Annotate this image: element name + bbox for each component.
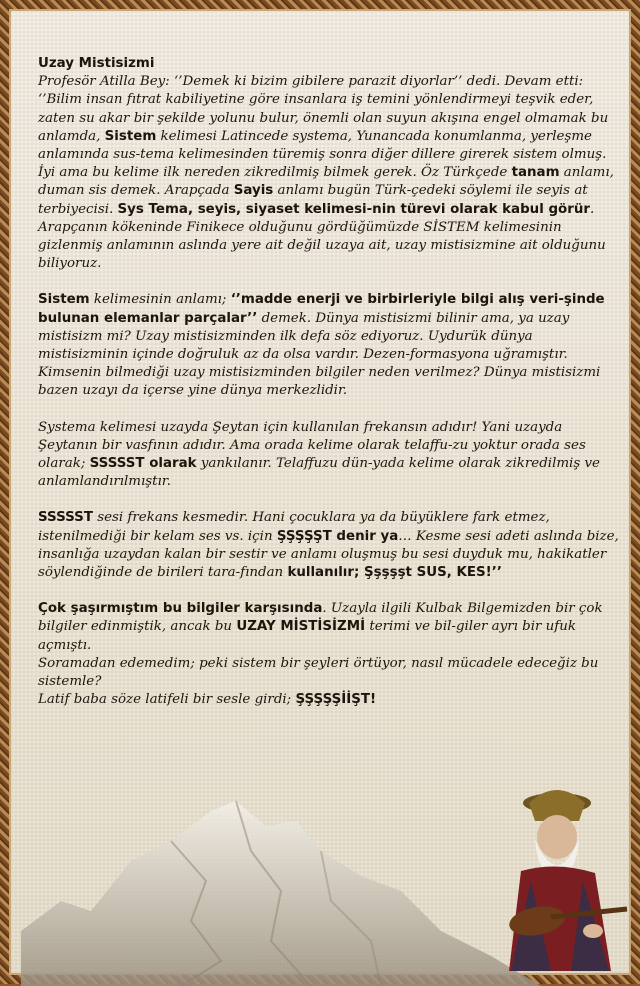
paragraph-4: SSSSST sesi frekans kesmedir. Hani çocuklara ya da büyüklere fark etmez, istenilmediği bir kelam ses vs. için ŞŞŞŞŞT denir ya… Kesme sesi adeti aslında bize, insanlığa uzaydan kalan bir sestir ve anlamı oluşmuş bu sesi duyduk mu, hakikatler söylendiğinde de birileri tara-fından kullanılır; Şşşşşt SUS, KES!’’ [38, 510, 619, 581]
paragraph-3: Systema kelimesi uzayda Şeytan için kullanılan frekansın adıdır! Yani uzayda Şeytanın bir vasfının adıdır. Ama orada kelime olarak telaffu-zu yoktur orada ses olarak; SSSSST olarak yankılanır. Telaffuzu dün-yada kelime olarak zikredilmiş ve anlamlandırılmıştır. [38, 419, 600, 490]
article-body [38, 55, 623, 728]
paragraph-5: Çok şaşırmıştım bu bilgiler karşısında. Uzayla ilgili Kulbak Bilgemizden bir çok bilgiler edinmiştik, ancak bu UZAY MİSTİSİZMİ terimi ve bil-giler ayrı bir ufuk açmıştı. Soramadan edemedim; peki sistem bir şeyleri örtüyor, nasıl mücadele edeceğiz bu sistemle? Latif baba söze latifeli bir sesle girdi; ŞŞŞŞŞİİŞT! [38, 601, 603, 708]
parchment-page [9, 9, 631, 975]
article-title: Uzay Mistisizmi [38, 56, 155, 71]
sage-with-saz-illustration [491, 781, 629, 979]
paragraph-1: Profesör Atilla Bey: ‘’Demek ki bizim gibilere parazit diyorlar’’ dedi. Devam etti: ‘’Bilim insan fıtrat kabiliyetine göre insanlara iş temini yönlendirmeyi teşvik eder, zaten su akar bir şekilde yolunu bulur, önemli olan suyun akışına engel olmamak bu anlamda, Sistem kelimesi Latincede systema, Yunancada konumlanma, yerleşme anlamında sus-tema kelimesinden türemiş sonra diğer dillere girerek sistem olmuş. İyi ama bu kelime ilk nereden zikredilmiş bilmek gerek. Öz Türkçede tanam anlamı, duman sis demek. Arapçada Sayis anlamı bugün Türk-çedeki söylemi ile seyis at terbiyecisi. Sys Tema, seyis, siyaset kelimesi-nin türevi olarak kabul görür. Arapçanın kökeninde Finikece olduğunu gördüğümüzde SİSTEM kelimesinin gizlenmiş anlamının aslında yere ait değil uzaya ait, uzay mistisizmine ait olduğunu biliyoruz. [38, 74, 614, 272]
paragraph-2: Sistem kelimesinin anlamı; ‘’madde enerji ve birbirleriyle bilgi alış veri-şinde bulunan elemanlar parçalar’’ demek. Dünya mistisizmi bilinir ama, ya uzay mistisizm mi? Uzay mistisizminden ilk defa söz ediyoruz. Uydurük dünya mistisizminin içinde doğruluk az da olsa vardır. Dezen-formasyona uğramıştır. Kimsenin bilmediği uzay mistisizminden bilgiler neden verilmez? Dünya mistisizmi bazen uzayı da içerse yine dünya merkezlidir. [38, 292, 605, 399]
mountain-illustration [21, 781, 541, 986]
